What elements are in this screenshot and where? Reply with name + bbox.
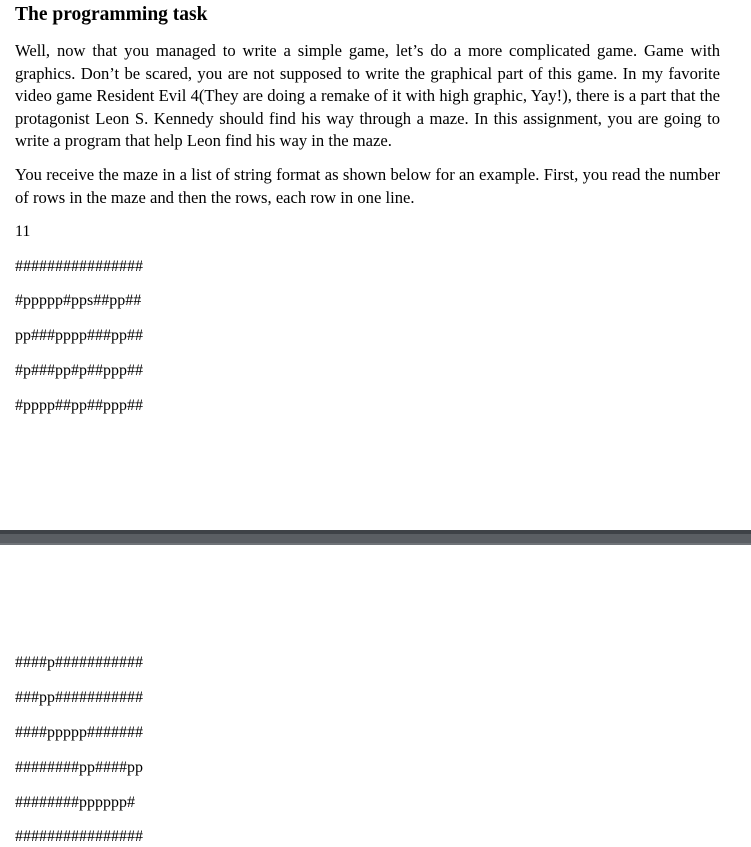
maze-row: pp###pppp###pp## bbox=[15, 327, 143, 344]
maze-row-count: 11 bbox=[15, 223, 31, 240]
page-break-shadow bbox=[0, 530, 751, 534]
maze-row: ################ bbox=[15, 828, 143, 845]
document-page-2 bbox=[0, 545, 751, 847]
maze-row: ########pp####pp bbox=[15, 759, 143, 776]
maze-row: #ppppp#pps##pp## bbox=[15, 292, 142, 309]
section-heading: The programming task bbox=[15, 4, 208, 25]
page-break-separator bbox=[0, 530, 751, 545]
maze-row: #pppp##pp##ppp## bbox=[15, 397, 143, 414]
maze-row: ####ppppp####### bbox=[15, 724, 143, 741]
maze-row: ########pppppp# bbox=[15, 794, 135, 811]
maze-row: ################ bbox=[15, 258, 143, 275]
maze-row: #p###pp#p##ppp## bbox=[15, 362, 143, 379]
maze-row: ###pp########### bbox=[15, 689, 143, 706]
intro-paragraph: Well, now that you managed to write a simple game, let’s do a more complicated game. Game with graphics. Don’t be scared, you are not supposed to write the graphical part of this game. In my favorite video game Resident Evil 4(They are doing a remake of it with high graphic, Yay!), there is a part that the protagonist Leon S. Kennedy should find his way through a maze. In this assignment, you are going to write a program that help Leon find his way in the maze. bbox=[15, 41, 720, 151]
input-format-paragraph: You receive the maze in a list of string format as shown below for an example. First, you read the number of rows in the maze and then the rows, each row in one line. bbox=[15, 165, 720, 207]
maze-row: ####p########### bbox=[15, 654, 143, 671]
